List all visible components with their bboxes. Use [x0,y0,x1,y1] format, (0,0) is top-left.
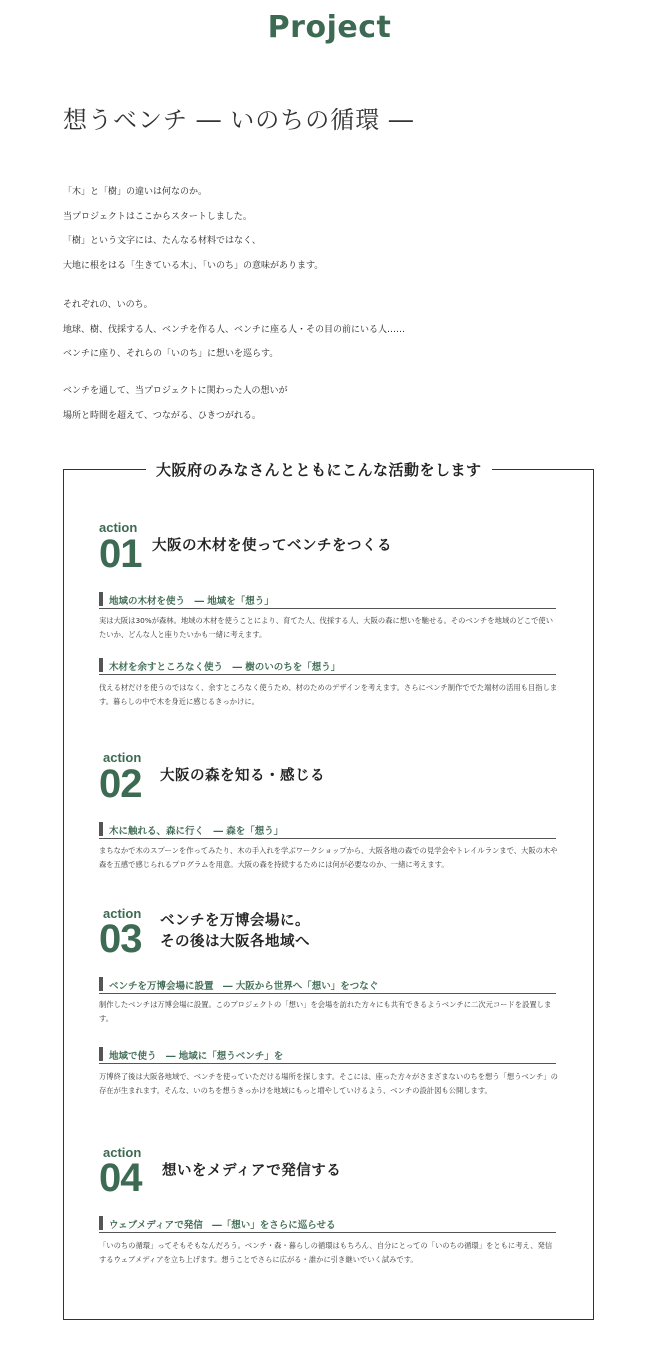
description: 「いのちの循環」ってそもそもなんだろう。ベンチ・森・暮らしの循環はもちろん、自分にとっての「いのちの循環」をともに考え、発信するウェブメディアを立ち上げます。想うことでさらに広がる・誰かに引き継いでいく試みです。 [99,1241,553,1264]
intro-line: 当プロジェクトはここからスタートしました。 [63,212,252,222]
description: まちなかで木のスプーンを作ってみたり、木の手入れを学ぶワークショップから、大阪各地の森での見学会やトレイルランまで、大阪の木や森を五感で感じられるプログラムを用意。大阪の森を持続するためには何が必要なのか、一緒に考えます。 [99,846,558,869]
description: 伐える材だけを使うのではなく、余すところなく使うため、材のためのデザインを考えます。さらにベンチ制作ででた端材の活用も目指します。暮らしの中で木を身近に感じるきっかけに。 [99,683,558,706]
subheading-marker [99,822,103,836]
action-label: action [99,520,138,535]
description: 実は大阪は30%が森林。地域の木材を使うことにより、育てた人、伐採する人、大阪の森に想いを馳せる。そのベンチを地域のどこで使いたいか、どんな人と座りたいかも一緒に考えます。 [99,616,554,639]
intro-line: 地球、樹、伐採する人、ベンチを作る人、ベンチに座る人・その目の前にいる人…… [63,325,406,335]
subheading-text: 地域の木材を使う ― 地域を「想う」 [109,596,274,607]
intro-line: 「樹」という文字には、たんなる材料ではなく、 [63,236,261,246]
subheading [99,977,556,994]
intro-line: 場所と時間を超えて、つながる、ひきつがれる。 [63,411,261,421]
main-heading: 想うベンチ ― いのちの循環 ― [63,106,414,134]
subheading-marker [99,592,103,606]
subheading-marker [99,658,103,672]
action-label: action [103,1145,142,1160]
intro-line: 大地に根をはる「生きている木」、「いのち」の意味があります。 [63,261,324,271]
subheading [99,592,556,609]
action-title: 想いをメディアで発信する [162,1163,342,1179]
subheading-text: 木材を余すところなく使う ― 樹のいのちを「想う」 [109,662,341,673]
action-number: 03 [99,917,142,961]
intro-line: ベンチを通して、当プロジェクトに関わった人の想いが [63,386,288,396]
action-title-line2: その後は大阪各地域へ [160,934,310,950]
action-label: action [103,750,142,765]
description: 制作したベンチは万博会場に設置。このプロジェクトの「想い」を会場を訪れた方々にも共有できるようベンチに二次元コードを設置します。 [99,1000,552,1023]
subheading-text: ベンチを万博会場に設置 ― 大阪から世界へ「想い」をつなぐ [109,981,379,992]
subheading-text: 木に触れる、森に行く ― 森を「想う」 [109,826,284,837]
intro-line: ベンチに座り、それらの「いのち」に想いを巡らす。 [63,349,279,359]
subheading [99,822,556,839]
action-title: 大阪の木材を使ってベンチをつくる [152,538,392,554]
subheading-text: 地域で使う ― 地域に「想うベンチ」を [109,1051,284,1062]
subheading-text: ウェブメディアで発信 ―「想い」をさらに巡らせる [109,1220,336,1231]
subheading [99,1047,556,1064]
action-title-line1: ベンチを万博会場に。 [160,913,310,929]
action-label: action [103,906,142,921]
action-number: 02 [99,762,142,806]
intro-line: 「木」と「樹」の違いは何なのか。 [63,187,208,197]
subheading [99,1216,556,1233]
action-title: 大阪の森を知る・感じる [160,768,325,784]
description: 万博終了後は大阪各地域で、ベンチを使っていただける場所を探します。そこには、座った方々がさまざまないのちを想う「想うベンチ」の存在が生まれます。そんな、いのちを想うきっかけを地域にもっと増やしていけるよう、ベンチの設計図も公開します。 [99,1072,558,1095]
subheading [99,658,556,675]
subheading-marker [99,977,103,991]
page-title: Project [267,10,392,45]
subheading-marker [99,1047,103,1061]
action-number: 01 [99,532,142,576]
activities-title: 大阪府のみなさんとともにこんな活動をします [146,459,492,480]
action-number: 04 [99,1156,142,1200]
subheading-marker [99,1216,103,1230]
intro-line: それぞれの、いのち。 [63,300,153,310]
